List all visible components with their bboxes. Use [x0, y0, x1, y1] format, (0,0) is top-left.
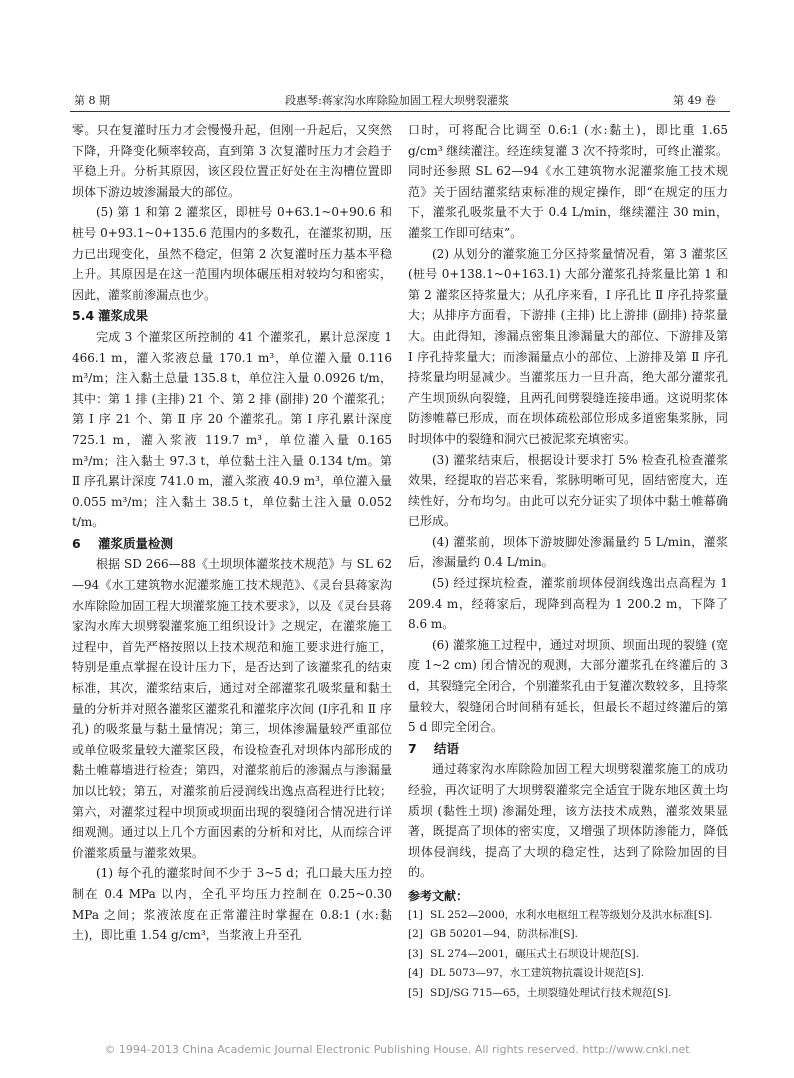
paragraph: (3) 灌浆结束后，根据设计要求打 5% 检查孔检查灌浆效果，经提取的岩芯来看，浆脉明晰可见，固结密度大，连续性好，分布均匀。由此可以充分证实了坝体中黏土帷幕确已形成。 [408, 452, 728, 529]
paragraph: (1) 每个孔的灌浆时间不少于 3~5 d；孔口最大压力控制在 0.4 MPa 以内，全孔平均压力控制在 0.25~0.30 MPa 之间；浆液浓度在正常灌注时掌握在 0.8:1 (水:黏土)，即比重 1.54 g/cm³，当浆液上升至孔 [72, 866, 392, 943]
paragraph: (6) 灌浆施工过程中，通过对坝顶、坝面出现的裂缝 (宽度 1~2 cm) 闭合情况的观测，大部分灌浆孔在终灌后的 3 d，其裂缝完全闭合，个别灌浆孔由于复灌次数较多，且持浆量较大，裂缝闭合时间稍有延长，但最长不超过终灌后的第 5 d 即完全闭合。 [408, 637, 728, 735]
article-running-title: 段惠琴:蒋家沟水库除险加固工程大坝劈裂灌浆 [285, 94, 509, 107]
section-number: 7 [408, 740, 417, 756]
reference-item [408, 964, 728, 984]
running-header [60, 92, 734, 108]
reference-text: SL 252—2000，水利水电枢纽工程等级划分及洪水标准[S]. [430, 908, 713, 921]
copyright-footer: © 1994-2013 China Academic Journal Electronic Publishing House. All rights reserved. http://www.cnki.net [104, 1043, 690, 1056]
paragraph: 通过蒋家沟水库除险加固工程大坝劈裂灌浆施工的成功经验，再次证明了大坝劈裂灌浆完全适宜于陇东地区黄土均质坝 (黏性土坝) 渗漏处理，该方法技术成熟，灌浆效果显著，既提高了坝体的密实度，又增强了坝体防渗能力，降低坝体侵润线，提高了大坝的稳定性，达到了除险加固的目的。 [408, 762, 728, 880]
reference-tag: [2] [408, 928, 423, 941]
issue-number: 第 8 期 [74, 94, 110, 107]
paragraph: 口时，可将配合比调至 0.6:1 (水:黏土)，即比重 1.65 g/cm³ 继续灌注。经连续复灌 3 次不持浆时，可终止灌浆。同时还参照 SL 62—94《水工建筑物水泥灌浆施工技术规范》关于固结灌浆结束标准的规定操作，即“在规定的压力下，灌浆孔吸浆量不大于 0.4 L/min，继续灌注 30 min，灌浆工作即可结束”。 [408, 123, 728, 240]
reference-item [408, 906, 728, 926]
reference-tag: [5] [408, 986, 423, 999]
section-heading-5-4 [72, 306, 392, 327]
reference-item [408, 984, 728, 1004]
reference-text: GB 50201—94，防洪标准[S]. [430, 928, 578, 941]
reference-tag: [4] [408, 967, 423, 980]
header-rule [70, 111, 730, 112]
paragraph: (2) 从划分的灌浆施工分区持浆量情况看，第 3 灌浆区 (桩号 0+138.1~0+163.1) 大部分灌浆孔持浆量比第 1 和第 2 灌浆区持浆量大；从孔序来看，Ⅰ 序孔比 Ⅱ 序孔持浆量大；从排序方面看，下游排 (主排) 比上游排 (副排) 持浆量大。由此得知，渗漏点密集且渗漏量大的部位、下游排及第 Ⅰ 序孔持浆量大；而渗漏量点小的部位、上游排及第 Ⅱ 序孔持浆量均明显减少。当灌浆压力一旦升高，绝大部分灌浆孔产生坝顶纵向裂缝，且两孔间劈裂缝连接串通。这说明浆体防渗帷幕已形成，而在坝体疏松部位形成多道密集浆脉，同时坝体中的裂缝和洞穴已被泥浆充填密实。 [408, 246, 728, 446]
left-column [72, 120, 392, 946]
section-heading-6 [72, 534, 392, 555]
paragraph: 零。只在复灌时压力才会慢慢升起，但刚一升起后，又突然下降，升降变化频率较高，直到第 3 次复灌时压力才会趋于平稳上升。分析其原因，该区段位置正好处在主沟槽位置即坝体下游边坡渗漏最大的部位。 [72, 123, 392, 199]
section-number: 5.4 [72, 308, 95, 324]
reference-text: SDJ/SG 715—65，土坝裂缝处理试行技术规范[S]. [430, 986, 672, 999]
reference-list [408, 906, 728, 1004]
section-title: 灌浆成果 [98, 308, 149, 324]
volume-number: 第 49 卷 [673, 94, 716, 107]
right-column [408, 120, 728, 1003]
paragraph: 根据 SD 266—88《土坝坝体灌浆技术规范》与 SL 62—94《水工建筑物水泥灌浆施工技术规范》、《灵台县蒋家沟水库除险加固工程大坝灌浆施工技术要求》，以及《灵台县蒋家沟水库大坝劈裂灌浆施工组织设计》之规定，在灌浆施工过程中，首先严格按照以上技术规范和施工要求进行施工，特别是重点掌握在设计压力下，是否达到了该灌浆孔的结束标准，其次，灌浆结束后，通过对全部灌浆孔吸浆量和黏土量的分析并对照各灌浆区灌浆孔和灌浆序次间 (Ⅰ序孔和 Ⅱ 序孔) 的吸浆量与黏土量情况；第三，坝体渗漏量较严重部位或单位吸浆量较大灌浆区段，布设检查孔对坝体内部形成的黏土帷幕墙进行检查；第四，对灌浆前后的渗漏点与渗漏量加以比较；第五，对灌浆前后浸润线出逸点高程进行比较；第六，对灌浆过程中坝顶或坝面出现的裂缝闭合情况进行详细观测。通过以上几个方面因素的分析和对比，从而综合评价灌浆质量与灌浆效果。 [72, 557, 392, 860]
reference-item [408, 945, 728, 965]
section-title: 结语 [434, 740, 460, 756]
reference-text: SL 274—2001，碾压式土石坝设计规范[S]. [430, 947, 639, 960]
paragraph: (5) 经过探坑检查，灌浆前坝体侵润线逸出点高程为 1 209.4 m，经蒋家后，现降到高程为 1 200.2 m，下降了 8.6 m。 [408, 576, 728, 632]
section-heading-7 [408, 739, 728, 760]
reference-text: DL 5073—97，水工建筑物抗震设计规范[S]. [430, 967, 645, 980]
section-title: 灌浆质量检测 [98, 535, 174, 551]
paragraph: (5) 第 1 和第 2 灌浆区，即桩号 0+63.1~0+90.6 和桩号 0+93.1~0+135.6 范围内的多数孔，在灌浆初期，压力已出现变化，虽然不稳定，但第 2 次复灌时压力基本平稳上升。其原因是在这一范围内坝体碾压相对较均匀和密实，因此，灌浆前渗漏点也少。 [72, 205, 392, 302]
references-heading: 参考文献： [408, 888, 469, 903]
paragraph: (4) 灌浆前，坝体下游坡脚处渗漏量约 5 L/min，灌浆后，渗漏量约 0.4 L/min。 [408, 534, 728, 570]
reference-tag: [1] [408, 908, 423, 921]
reference-tag: [3] [408, 947, 423, 960]
reference-item [408, 925, 728, 945]
paragraph: 完成 3 个灌浆区所控制的 41 个灌浆孔，累计总深度 1 466.1 m，灌入浆液总量 170.1 m³，单位灌入量 0.116 m³/m；注入黏土总量 135.8 t，单位注入量 0.0926 t/m，其中：第 1 排 (主排) 21 个、第 2 排 (副排) 20 个灌浆孔；第 Ⅰ 序 21 个、第 Ⅱ 序 20 个灌浆孔。第 Ⅰ 序孔累计深度 725.1 m，灌入浆液 119.7 m³，单位灌入量 0.165 m³/m；注入黏土 97.3 t，单位黏土注入量 0.134 t/m。第 Ⅱ 序孔累计深度 741.0 m，灌入浆液 40.9 m³，单位灌入量 0.055 m³/m；注入黏土 38.5 t，单位黏土注入量 0.052 t/m。 [72, 329, 392, 530]
section-number: 6 [72, 535, 81, 551]
